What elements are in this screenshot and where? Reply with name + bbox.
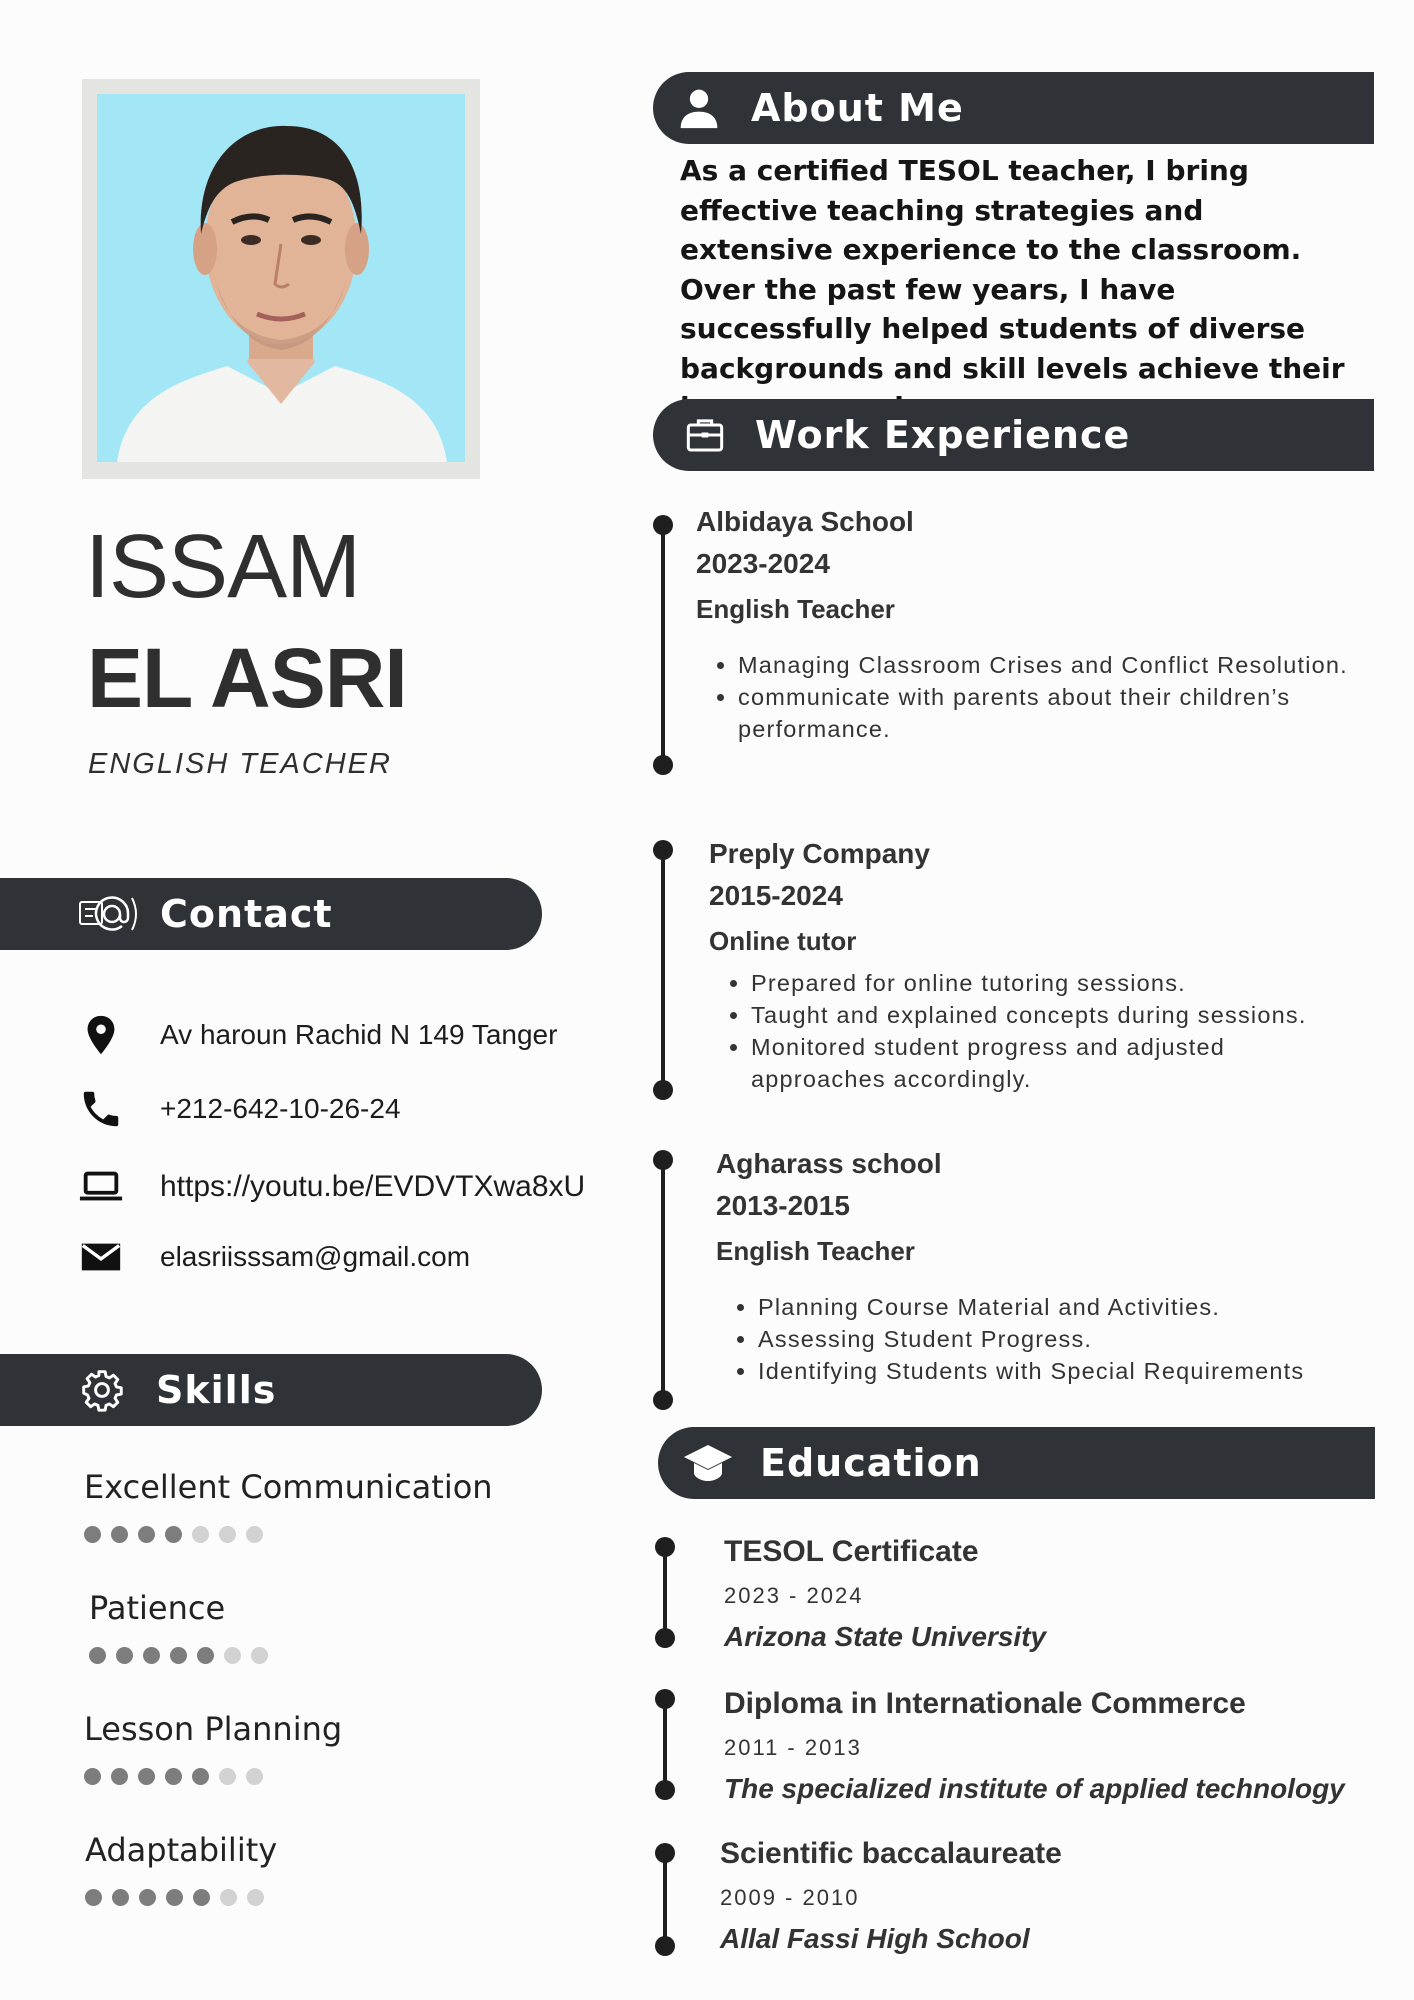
job-company: Agharass school — [716, 1148, 942, 1179]
skill-name: Excellent Communication — [84, 1468, 493, 1506]
website-link[interactable]: https://youtu.be/EVDVTXwa8xU — [160, 1170, 586, 1203]
rating-dot-filled — [193, 1889, 210, 1906]
job-duties — [716, 1291, 1366, 1387]
rating-dot-empty — [246, 1768, 263, 1785]
contact-phone — [78, 1086, 401, 1132]
timeline-dot — [655, 1537, 675, 1557]
timeline-line — [661, 850, 665, 1090]
job-title: English Teacher — [696, 594, 895, 624]
first-name: ISSAM — [85, 517, 361, 617]
rating-dot-filled — [112, 1889, 129, 1906]
rating-dot-empty — [219, 1768, 236, 1785]
education-title: Education — [760, 1441, 982, 1485]
education-entry — [724, 1687, 1374, 1805]
rating-dot-filled — [138, 1526, 155, 1543]
last-name: EL ASRI — [87, 631, 407, 725]
skills-title: Skills — [156, 1368, 277, 1412]
skill-item — [89, 1589, 278, 1664]
rating-dot-empty — [220, 1889, 237, 1906]
rating-dot-filled — [170, 1647, 187, 1664]
skill-item — [84, 1710, 342, 1785]
timeline-dot — [653, 755, 673, 775]
timeline-dot — [653, 840, 673, 860]
timeline-dot — [655, 1843, 675, 1863]
degree-years: 2023 - 2024 — [724, 1583, 864, 1608]
rating-dot-filled — [192, 1768, 209, 1785]
rating-dot-empty — [247, 1889, 264, 1906]
about-title: About Me — [751, 86, 964, 130]
timeline-dot — [653, 1150, 673, 1170]
rating-dot-filled — [111, 1768, 128, 1785]
job-entry — [709, 838, 1359, 1095]
list-item: • Managing Classroom Crises and Conflict Resolution. — [738, 649, 1356, 681]
rating-dot-filled — [139, 1889, 156, 1906]
list-item: • Prepared for online tutoring sessions. — [751, 967, 1359, 999]
list-item: • Monitored student progress and adjusted approaches accordingly. — [751, 1031, 1359, 1095]
job-years: 2015-2024 — [709, 880, 843, 911]
contact-address — [78, 1012, 557, 1058]
timeline-line — [663, 1853, 667, 1946]
job-entry — [716, 1148, 1366, 1387]
rating-dot-empty — [192, 1526, 209, 1543]
timeline-line — [663, 1699, 667, 1790]
job-years: 2023-2024 — [696, 548, 830, 579]
rating-dot-filled — [166, 1889, 183, 1906]
phone-icon — [78, 1086, 124, 1132]
job-role: ENGLISH TEACHER — [88, 748, 392, 780]
timeline-dot — [655, 1780, 675, 1800]
degree-title: TESOL Certificate — [724, 1535, 979, 1568]
contact-website — [78, 1164, 585, 1210]
timeline-dot — [653, 515, 673, 535]
phone-text[interactable]: +212-642-10-26-24 — [160, 1093, 401, 1124]
rating-dot-filled — [89, 1647, 106, 1664]
work-header — [653, 399, 1374, 471]
skill-item — [84, 1468, 493, 1543]
degree-years: 2009 - 2010 — [720, 1885, 860, 1910]
rating-dot-filled — [111, 1526, 128, 1543]
timeline-dot — [655, 1628, 675, 1648]
address-text: Av haroun Rachid N 149 Tanger — [160, 1019, 558, 1050]
list-item: • Planning Course Material and Activities. — [758, 1291, 1366, 1323]
education-entry — [724, 1535, 1364, 1653]
skill-name: Adaptability — [85, 1831, 278, 1869]
timeline-dot — [655, 1689, 675, 1709]
job-duties — [709, 967, 1359, 1095]
list-item: • Assessing Student Progress. — [758, 1323, 1366, 1355]
rating-dot-filled — [143, 1647, 160, 1664]
profile-photo — [97, 94, 465, 462]
list-item: • Identifying Students with Special Requirements — [758, 1355, 1366, 1387]
rating-dot-empty — [246, 1526, 263, 1543]
contact-title: Contact — [160, 892, 333, 936]
education-entry — [720, 1837, 1370, 1955]
contact-icon — [78, 890, 142, 938]
skill-rating — [89, 1647, 278, 1664]
briefcase-icon — [685, 415, 725, 455]
skill-name: Patience — [89, 1589, 226, 1627]
contact-email — [78, 1234, 470, 1280]
rating-dot-filled — [165, 1768, 182, 1785]
degree-title: Scientific baccalaureate — [720, 1837, 1062, 1870]
school-name: The specialized institute of applied technology — [724, 1773, 1345, 1804]
skill-item — [85, 1831, 277, 1906]
gear-icon — [80, 1368, 124, 1412]
job-entry — [696, 506, 1356, 745]
rating-dot-filled — [116, 1647, 133, 1664]
timeline-line — [661, 1160, 665, 1400]
about-text: As a certified TESOL teacher, I bring effective teaching strategies and extensive experience to the classroom. Over the past few years, I have successfully helped students of diverse backgrounds and skill levels achieve their — [680, 154, 1345, 385]
rating-dot-empty — [224, 1647, 241, 1664]
school-name: Allal Fassi High School — [720, 1923, 1030, 1954]
school-name: Arizona State University — [724, 1621, 1047, 1652]
job-years: 2013-2015 — [716, 1190, 850, 1221]
timeline-dot — [655, 1936, 675, 1956]
timeline-line — [663, 1547, 667, 1638]
rating-dot-empty — [251, 1647, 268, 1664]
skill-name: Lesson Planning — [84, 1710, 343, 1748]
email-icon — [78, 1234, 124, 1280]
rating-dot-filled — [84, 1768, 101, 1785]
graduation-cap-icon — [682, 1441, 734, 1485]
location-pin-icon — [78, 1012, 124, 1058]
work-title: Work Experience — [755, 413, 1131, 457]
list-item: • communicate with parents about their children’s performance. — [738, 681, 1356, 745]
rating-dot-filled — [85, 1889, 102, 1906]
contact-header — [0, 878, 542, 950]
degree-title: Diploma in Internationale Commerce — [724, 1687, 1246, 1720]
about-header — [653, 72, 1374, 144]
job-title: English Teacher — [716, 1236, 915, 1266]
timeline-dot — [653, 1080, 673, 1100]
job-company: Albidaya School — [696, 506, 914, 537]
user-icon — [677, 86, 721, 130]
rating-dot-filled — [138, 1768, 155, 1785]
skill-rating — [84, 1768, 342, 1785]
rating-dot-filled — [84, 1526, 101, 1543]
timeline-line — [661, 525, 665, 765]
skill-rating — [85, 1889, 277, 1906]
list-item: • Taught and explained concepts during sessions. — [751, 999, 1359, 1031]
degree-years: 2011 - 2013 — [724, 1735, 862, 1760]
rating-dot-filled — [197, 1647, 214, 1664]
job-company: Preply Company — [709, 838, 930, 869]
education-header — [658, 1427, 1375, 1499]
job-title: Online tutor — [709, 926, 857, 956]
email-link[interactable]: elasriisssam@gmail.com — [160, 1241, 471, 1272]
rating-dot-filled — [165, 1526, 182, 1543]
skills-header — [0, 1354, 542, 1426]
job-duties — [696, 649, 1356, 745]
skill-rating — [84, 1526, 493, 1543]
timeline-dot — [653, 1390, 673, 1410]
laptop-icon — [78, 1164, 124, 1210]
rating-dot-empty — [219, 1526, 236, 1543]
